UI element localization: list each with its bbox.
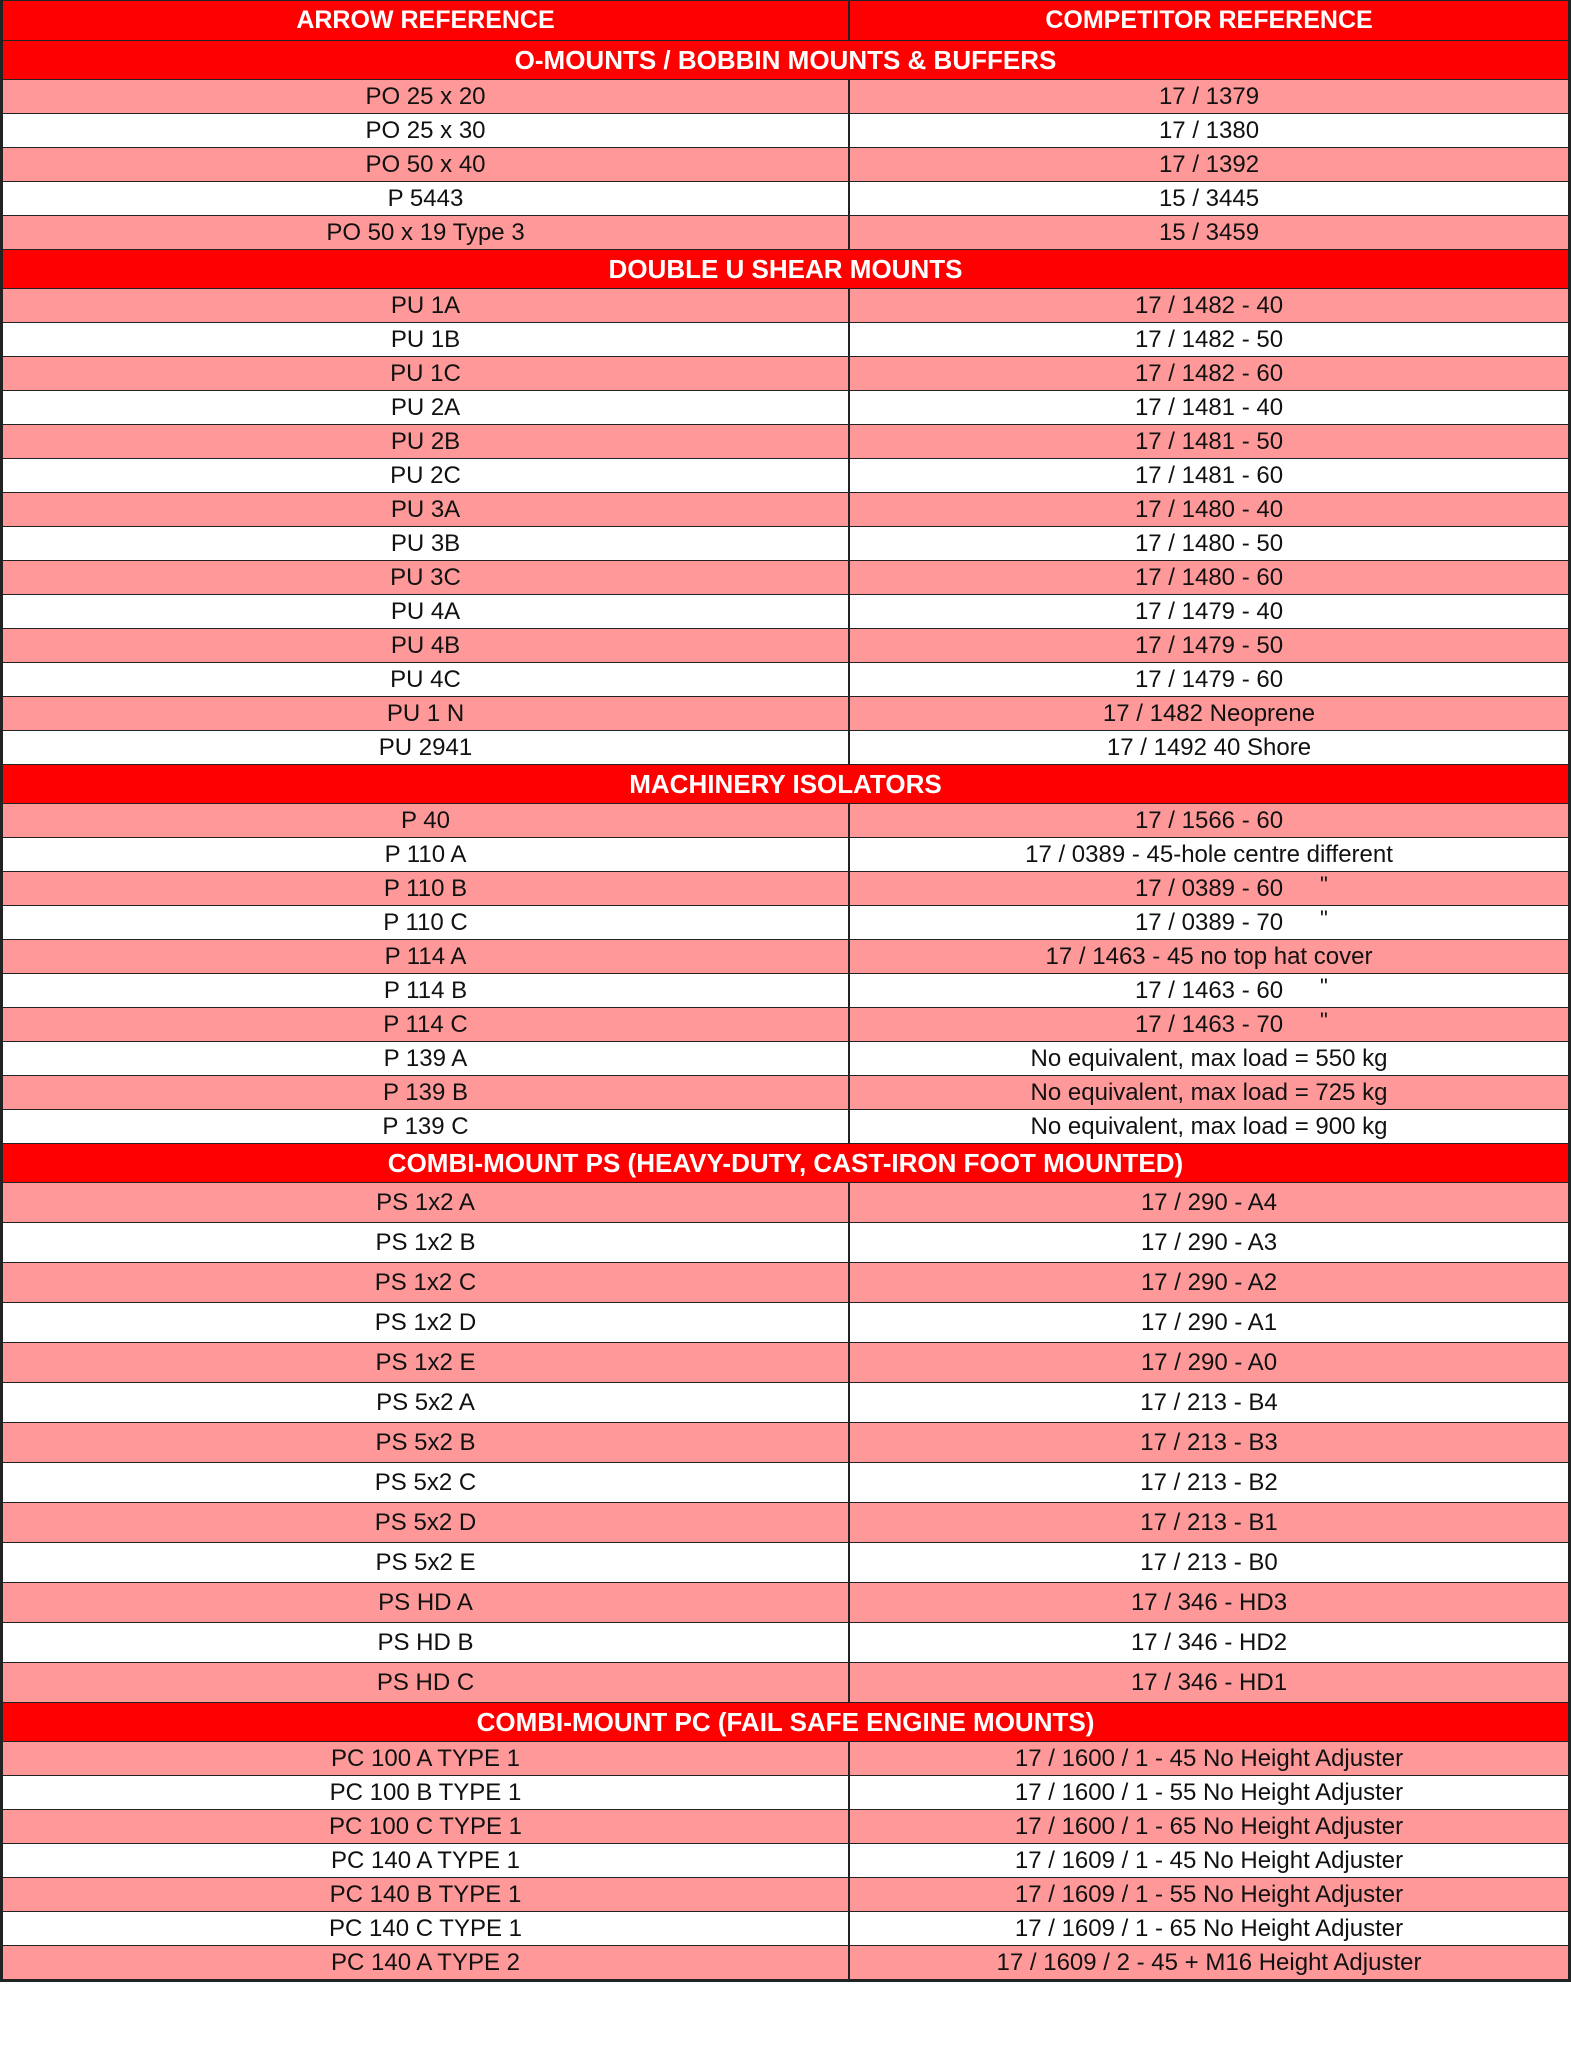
arrow-reference-cell: P 5443 [3, 182, 850, 215]
competitor-reference-text: 17 / 1481 - 60 [1134, 461, 1284, 489]
table-row [0, 1041, 1571, 1075]
table-row [0, 1809, 1571, 1843]
competitor-reference-cell [850, 1303, 1568, 1342]
competitor-reference-cell [850, 391, 1568, 424]
competitor-reference-cell [850, 1042, 1568, 1075]
arrow-reference-cell: PU 1 N [3, 697, 850, 730]
competitor-reference-text: 17 / 1480 - 50 [1134, 529, 1284, 557]
competitor-reference-text: 17 / 346 - HD3 [1130, 1588, 1288, 1616]
table-row [0, 1741, 1571, 1775]
competitor-reference-text: 17 / 290 - A0 [1140, 1348, 1278, 1376]
arrow-reference-cell: PO 25 x 20 [3, 80, 850, 113]
section-title: COMBI-MOUNT PC (FAIL SAFE ENGINE MOUNTS) [476, 1706, 1095, 1737]
competitor-reference-cell [850, 114, 1568, 147]
table-row [0, 147, 1571, 181]
arrow-reference-cell: PS 1x2 B [3, 1223, 850, 1262]
table-row [0, 973, 1571, 1007]
table-row [0, 1945, 1571, 1979]
table-row [0, 696, 1571, 730]
competitor-reference-text: 17 / 1480 - 40 [1134, 495, 1284, 523]
competitor-reference-cell [850, 561, 1568, 594]
competitor-reference-cell [850, 1343, 1568, 1382]
arrow-reference-cell: PC 140 C TYPE 1 [3, 1912, 850, 1945]
competitor-reference-cell [850, 1623, 1568, 1662]
competitor-reference-text: 17 / 1600 / 1 - 45 No Height Adjuster [1014, 1744, 1404, 1772]
arrow-reference-cell: PC 100 C TYPE 1 [3, 1810, 850, 1843]
arrow-reference-cell: P 139 C [3, 1110, 850, 1143]
arrow-reference-cell: P 139 B [3, 1076, 850, 1109]
table-row [0, 730, 1571, 764]
competitor-reference-cell [850, 1463, 1568, 1502]
table-row [0, 1622, 1571, 1662]
competitor-reference-cell [850, 425, 1568, 458]
header-competitor-reference: COMPETITOR REFERENCE [1045, 6, 1373, 34]
competitor-reference-cell [850, 940, 1568, 973]
competitor-reference-text: 17 / 1481 - 40 [1134, 393, 1284, 421]
competitor-reference-text: 17 / 1566 - 60 [1134, 806, 1284, 834]
table-row [0, 424, 1571, 458]
competitor-reference-text: 17 / 1482 - 40 [1134, 291, 1284, 319]
arrow-reference-cell: PU 1B [3, 323, 850, 356]
table-header-row [0, 0, 1571, 40]
table-row [0, 871, 1571, 905]
competitor-reference-text: No equivalent, max load = 900 kg [1030, 1112, 1388, 1140]
competitor-reference-cell [850, 1543, 1568, 1582]
table-row [0, 288, 1571, 322]
competitor-reference-text: 17 / 213 - B4 [1140, 1388, 1278, 1416]
competitor-reference-cell [850, 1946, 1568, 1979]
competitor-reference-cell [850, 289, 1568, 322]
competitor-reference-text: 17 / 213 - B2 [1140, 1468, 1278, 1496]
table-row [0, 215, 1571, 249]
competitor-reference-cell [850, 1912, 1568, 1945]
competitor-reference-cell [850, 731, 1568, 764]
competitor-reference-text: No equivalent, max load = 550 kg [1030, 1044, 1388, 1072]
competitor-reference-cell [850, 1263, 1568, 1302]
competitor-reference-text: 17 / 0389 - 45-hole centre different [1025, 840, 1393, 868]
competitor-reference-text: 17 / 1492 40 Shore [1106, 733, 1312, 761]
arrow-reference-cell: PS 5x2 A [3, 1383, 850, 1422]
competitor-reference-text: 17 / 346 - HD2 [1130, 1628, 1288, 1656]
competitor-reference-cell [850, 1776, 1568, 1809]
arrow-reference-cell: PU 4A [3, 595, 850, 628]
competitor-reference-text: 17 / 290 - A2 [1140, 1268, 1278, 1296]
table-row [0, 113, 1571, 147]
section-header [0, 1143, 1571, 1182]
arrow-reference-cell: PS HD B [3, 1623, 850, 1662]
arrow-reference-cell: PS 1x2 A [3, 1183, 850, 1222]
competitor-reference-text: 17 / 1481 - 50 [1134, 427, 1284, 455]
competitor-reference-cell [850, 1008, 1568, 1041]
arrow-reference-cell: P 139 A [3, 1042, 850, 1075]
competitor-reference-text: 17 / 1479 - 40 [1134, 597, 1284, 625]
table-row [0, 1109, 1571, 1143]
table-row [0, 492, 1571, 526]
competitor-reference-text: 17 / 1379 [1158, 82, 1260, 110]
competitor-reference-text: 15 / 3459 [1158, 218, 1260, 246]
arrow-reference-cell: PU 2B [3, 425, 850, 458]
table-row [0, 1843, 1571, 1877]
table-row [0, 1775, 1571, 1809]
competitor-reference-cell [850, 663, 1568, 696]
competitor-reference-text: 15 / 3445 [1158, 184, 1260, 212]
section-header [0, 40, 1571, 79]
competitor-reference-cell [850, 1110, 1568, 1143]
table-row [0, 560, 1571, 594]
competitor-reference-text: 17 / 1480 - 60 [1134, 563, 1284, 591]
arrow-reference-cell: PU 1C [3, 357, 850, 390]
competitor-reference-text: 17 / 1609 / 2 - 45 + M16 Height Adjuster [996, 1948, 1422, 1976]
competitor-reference-text: 17 / 213 - B3 [1140, 1428, 1278, 1456]
competitor-reference-cell [850, 1878, 1568, 1911]
table-row [0, 1462, 1571, 1502]
competitor-reference-text: 17 / 1479 - 50 [1134, 631, 1284, 659]
ditto-mark: " [1320, 974, 1328, 999]
table-row [0, 1302, 1571, 1342]
arrow-reference-cell: PU 2C [3, 459, 850, 492]
competitor-reference-text: 17 / 1482 - 50 [1134, 325, 1284, 353]
arrow-reference-cell: PC 140 A TYPE 2 [3, 1946, 850, 1979]
arrow-reference-cell: PC 140 B TYPE 1 [3, 1878, 850, 1911]
ditto-mark: " [1320, 1008, 1328, 1033]
table-row [0, 1542, 1571, 1582]
competitor-reference-text: 17 / 1609 / 1 - 55 No Height Adjuster [1014, 1880, 1404, 1908]
competitor-reference-text: 17 / 290 - A4 [1140, 1188, 1278, 1216]
arrow-reference-cell: PO 25 x 30 [3, 114, 850, 147]
table-row [0, 526, 1571, 560]
arrow-reference-cell: P 114 C [3, 1008, 850, 1041]
table-body [0, 40, 1571, 1979]
table-row [0, 1382, 1571, 1422]
table-row [0, 594, 1571, 628]
competitor-reference-cell [850, 974, 1568, 1007]
arrow-reference-cell: PU 3C [3, 561, 850, 594]
competitor-reference-cell [850, 216, 1568, 249]
arrow-reference-cell: PS 5x2 B [3, 1423, 850, 1462]
competitor-reference-cell [850, 1423, 1568, 1462]
table-row [0, 1222, 1571, 1262]
competitor-reference-cell [850, 459, 1568, 492]
competitor-reference-text: 17 / 1463 - 60 [1134, 976, 1284, 1004]
arrow-reference-cell: PS 1x2 C [3, 1263, 850, 1302]
table-row [0, 1502, 1571, 1542]
ditto-mark: " [1320, 906, 1328, 931]
competitor-reference-text: 17 / 290 - A3 [1140, 1228, 1278, 1256]
table-row [0, 1007, 1571, 1041]
competitor-reference-cell [850, 493, 1568, 526]
arrow-reference-cell: PS 5x2 C [3, 1463, 850, 1502]
competitor-reference-text: 17 / 1479 - 60 [1134, 665, 1284, 693]
ditto-mark: " [1320, 872, 1328, 897]
section-title: DOUBLE U SHEAR MOUNTS [608, 253, 963, 284]
table-row [0, 1262, 1571, 1302]
competitor-reference-cell [850, 1583, 1568, 1622]
competitor-reference-cell [850, 1844, 1568, 1877]
competitor-reference-cell [850, 1663, 1568, 1702]
arrow-reference-cell: P 40 [3, 804, 850, 837]
competitor-reference-text: 17 / 0389 - 70 [1134, 908, 1284, 936]
competitor-reference-text: 17 / 1392 [1158, 150, 1260, 178]
section-header [0, 249, 1571, 288]
competitor-reference-text: 17 / 1600 / 1 - 65 No Height Adjuster [1014, 1812, 1404, 1840]
arrow-reference-cell: PS 5x2 E [3, 1543, 850, 1582]
arrow-reference-cell: PC 100 A TYPE 1 [3, 1742, 850, 1775]
competitor-reference-text: 17 / 1609 / 1 - 65 No Height Adjuster [1014, 1914, 1404, 1942]
arrow-reference-cell: PS 1x2 E [3, 1343, 850, 1382]
competitor-reference-cell [850, 1383, 1568, 1422]
arrow-reference-cell: PC 140 A TYPE 1 [3, 1844, 850, 1877]
competitor-reference-cell [850, 629, 1568, 662]
arrow-reference-cell: PU 4C [3, 663, 850, 696]
arrow-reference-cell: PU 2A [3, 391, 850, 424]
table-row [0, 628, 1571, 662]
table-row [0, 390, 1571, 424]
competitor-reference-text: 17 / 1609 / 1 - 45 No Height Adjuster [1014, 1846, 1404, 1874]
arrow-reference-cell: PU 1A [3, 289, 850, 322]
arrow-reference-cell: PO 50 x 19 Type 3 [3, 216, 850, 249]
table-row [0, 356, 1571, 390]
table-row [0, 1342, 1571, 1382]
competitor-reference-text: 17 / 290 - A1 [1140, 1308, 1278, 1336]
table-row [0, 1662, 1571, 1702]
section-title: O-MOUNTS / BOBBIN MOUNTS & BUFFERS [514, 44, 1057, 75]
table-row [0, 181, 1571, 215]
table-row [0, 79, 1571, 113]
arrow-reference-cell: PS 1x2 D [3, 1303, 850, 1342]
competitor-reference-cell [850, 1810, 1568, 1843]
competitor-reference-text: 17 / 1482 Neoprene [1102, 699, 1316, 727]
section-header [0, 764, 1571, 803]
competitor-reference-cell [850, 838, 1568, 871]
competitor-reference-text: 17 / 1380 [1158, 116, 1260, 144]
section-header [0, 1702, 1571, 1741]
arrow-reference-cell: PU 3B [3, 527, 850, 560]
competitor-reference-text: No equivalent, max load = 725 kg [1030, 1078, 1388, 1106]
competitor-reference-text: 17 / 1600 / 1 - 55 No Height Adjuster [1014, 1778, 1404, 1806]
competitor-reference-cell [850, 1503, 1568, 1542]
competitor-reference-text: 17 / 0389 - 60 [1134, 874, 1284, 902]
competitor-reference-cell [850, 906, 1568, 939]
arrow-reference-cell: PS HD C [3, 1663, 850, 1702]
table-row [0, 458, 1571, 492]
table-row [0, 1075, 1571, 1109]
arrow-reference-cell: P 114 B [3, 974, 850, 1007]
arrow-reference-cell: PU 3A [3, 493, 850, 526]
competitor-reference-text: 17 / 1482 - 60 [1134, 359, 1284, 387]
arrow-reference-cell: PS HD A [3, 1583, 850, 1622]
competitor-reference-cell [850, 595, 1568, 628]
competitor-reference-cell [850, 872, 1568, 905]
arrow-reference-cell: PU 4B [3, 629, 850, 662]
competitor-reference-cell [850, 323, 1568, 356]
arrow-reference-cell: P 114 A [3, 940, 850, 973]
section-title: MACHINERY ISOLATORS [629, 768, 942, 799]
competitor-reference-cell [850, 1076, 1568, 1109]
table-row [0, 662, 1571, 696]
competitor-reference-cell [850, 527, 1568, 560]
competitor-reference-text: 17 / 346 - HD1 [1130, 1668, 1288, 1696]
table-row [0, 905, 1571, 939]
competitor-reference-cell [850, 80, 1568, 113]
table-row [0, 1582, 1571, 1622]
arrow-reference-cell: PU 2941 [3, 731, 850, 764]
header-arrow-reference: ARROW REFERENCE [3, 1, 850, 40]
competitor-reference-cell [850, 1183, 1568, 1222]
arrow-reference-cell: PC 100 B TYPE 1 [3, 1776, 850, 1809]
competitor-reference-cell [850, 697, 1568, 730]
arrow-reference-cell: P 110 B [3, 872, 850, 905]
competitor-reference-cell [850, 182, 1568, 215]
arrow-reference-cell: PO 50 x 40 [3, 148, 850, 181]
competitor-reference-text: 17 / 213 - B1 [1140, 1508, 1278, 1536]
table-row [0, 1422, 1571, 1462]
section-title: COMBI-MOUNT PS (HEAVY-DUTY, CAST-IRON FOOT MOUNTED) [387, 1147, 1184, 1178]
table-row [0, 1877, 1571, 1911]
table-row [0, 803, 1571, 837]
arrow-reference-cell: P 110 C [3, 906, 850, 939]
arrow-reference-cell: PS 5x2 D [3, 1503, 850, 1542]
competitor-reference-cell [850, 357, 1568, 390]
competitor-reference-text: 17 / 213 - B0 [1140, 1548, 1278, 1576]
competitor-reference-cell [850, 148, 1568, 181]
competitor-reference-text: 17 / 1463 - 70 [1134, 1010, 1284, 1038]
competitor-reference-text: 17 / 1463 - 45 no top hat cover [1045, 942, 1373, 970]
competitor-reference-cell [850, 1223, 1568, 1262]
competitor-reference-cell [850, 804, 1568, 837]
table-row [0, 939, 1571, 973]
arrow-reference-cell: P 110 A [3, 838, 850, 871]
table-row [0, 1182, 1571, 1222]
table-row [0, 322, 1571, 356]
competitor-reference-cell [850, 1742, 1568, 1775]
table-row [0, 1911, 1571, 1945]
table-row [0, 837, 1571, 871]
